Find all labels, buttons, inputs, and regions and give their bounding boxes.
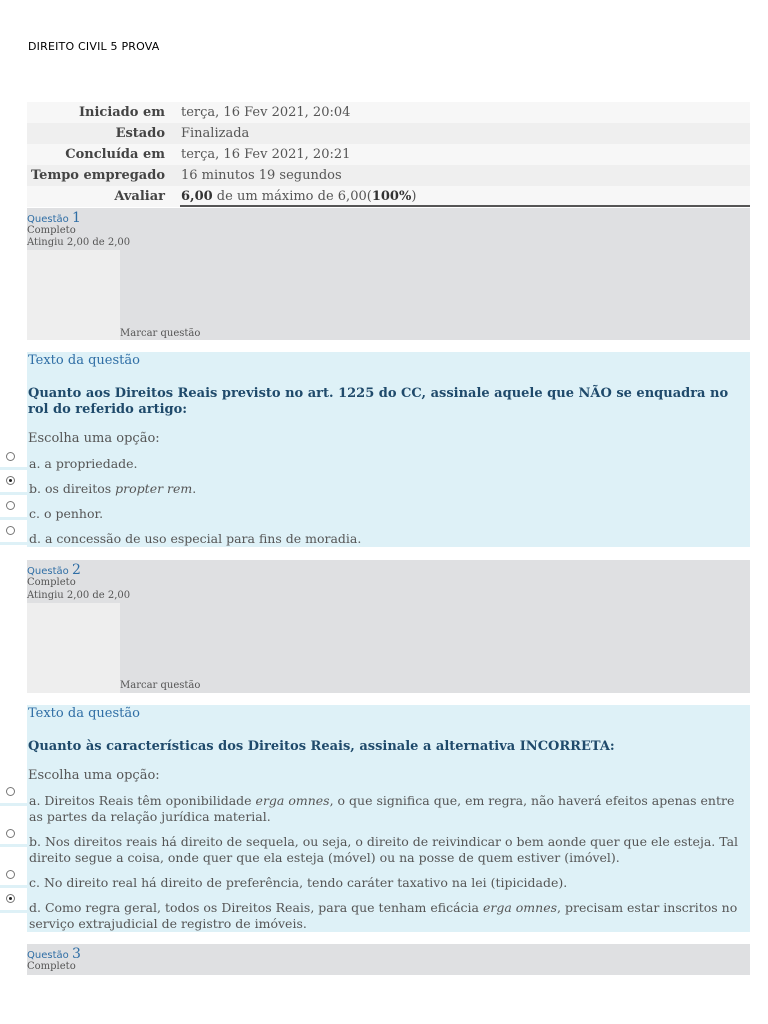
summary-value: terça, 16 Fev 2021, 20:04: [181, 105, 351, 120]
summary-key: Tempo empregado: [30, 168, 165, 183]
radio-option-d-selected[interactable]: [6, 894, 15, 903]
option-text: , precisam estar inscritos no serviço extrajudicial de registro de imóveis.: [29, 900, 738, 931]
answer-option-d[interactable]: d. a concessão de uso especial para fins de moradia.: [29, 531, 362, 546]
answer-option-a[interactable]: a. a propriedade.: [29, 456, 138, 471]
grade-percent: 100%: [371, 189, 412, 204]
question-1-info: [27, 208, 750, 340]
summary-key: Iniciado em: [78, 105, 165, 120]
option-text-italic: erga omnes: [255, 793, 330, 808]
summary-row-completed: [27, 144, 750, 165]
summary-row-grade: [27, 186, 750, 207]
grade-end: ): [411, 189, 417, 204]
grade-mid: de um máximo de 6,00(: [212, 189, 372, 204]
answer-option-a[interactable]: [29, 793, 741, 825]
radio-option-b[interactable]: [6, 829, 15, 838]
question-number-value: 2: [71, 562, 81, 578]
summary-value: [173, 189, 416, 204]
summary-row-state: [27, 123, 750, 144]
flag-area: [27, 603, 120, 693]
radio-tab: [0, 844, 27, 847]
summary-value: Finalizada: [181, 126, 250, 141]
summary-key: Concluída em: [65, 147, 165, 162]
radio-tab: [0, 910, 27, 913]
radio-tab: [0, 517, 27, 520]
choose-option-label: Escolha uma opção:: [28, 768, 160, 783]
answer-option-b[interactable]: [29, 481, 741, 497]
grade-score: 6,00: [181, 189, 213, 204]
radio-tab: [0, 542, 27, 545]
question-2-content: [27, 705, 750, 932]
summary-value: terça, 16 Fev 2021, 20:21: [181, 147, 351, 162]
question-label: Questão: [27, 214, 69, 225]
option-text: a. Direitos Reais têm oponibilidade: [29, 793, 256, 808]
radio-tab: [0, 885, 27, 888]
question-prompt: Quanto aos Direitos Reais previsto no art. 1225 do CC, assinale aquele que NÃO se enquadra no rol do referido artigo:: [28, 386, 729, 417]
question-number: [27, 210, 81, 226]
question-text-label: Texto da questão: [28, 353, 140, 368]
question-label: Questão: [27, 950, 69, 961]
summary-divider: [180, 205, 750, 207]
option-text-italic: propter rem: [115, 481, 193, 496]
question-1-content: [27, 352, 750, 547]
radio-option-c[interactable]: [6, 870, 15, 879]
radio-tab: [0, 803, 27, 806]
answer-option-d[interactable]: [29, 900, 741, 932]
attempt-summary-table: [27, 102, 750, 207]
answer-option-b[interactable]: b. Nos direitos reais há direito de sequela, ou seja, o direito de reivindicar o bem aonde quer que ele esteja. Tal direito segue a coisa, onde quer que ela esteja (móvel) ou na posse de quem estiver (imóvel).: [29, 834, 739, 865]
radio-option-b-selected[interactable]: [6, 476, 15, 485]
question-3-info: [27, 944, 750, 975]
question-text-label: Texto da questão: [28, 706, 140, 721]
question-state: Completo: [27, 225, 76, 236]
question-2-info: [27, 560, 750, 693]
question-number-value: 3: [71, 946, 81, 962]
summary-key: Estado: [115, 126, 165, 141]
option-text: b. os direitos: [29, 481, 116, 496]
question-grade: Atingiu 2,00 de 2,00: [27, 590, 131, 601]
radio-option-d[interactable]: [6, 526, 15, 535]
radio-option-a[interactable]: [6, 787, 15, 796]
document-title: DIREITO CIVIL 5 PROVA: [28, 40, 160, 53]
option-text: d. Como regra geral, todos os Direitos Reais, para que tenham eficácia: [29, 900, 483, 915]
summary-row-started: [27, 102, 750, 123]
radio-option-c[interactable]: [6, 501, 15, 510]
question-number: [27, 946, 81, 962]
flag-question-link[interactable]: Marcar questão: [120, 328, 201, 339]
question-number: [27, 562, 81, 578]
radio-option-a[interactable]: [6, 452, 15, 461]
answer-option-c[interactable]: c. o penhor.: [29, 506, 104, 521]
question-number-value: 1: [71, 210, 81, 226]
radio-tab: [0, 492, 27, 495]
summary-value: 16 minutos 19 segundos: [181, 168, 342, 183]
question-prompt: Quanto às características dos Direitos Reais, assinale a alternativa INCORRETA:: [28, 739, 615, 754]
option-text: .: [192, 481, 197, 496]
question-grade: Atingiu 2,00 de 2,00: [27, 237, 131, 248]
flag-question-link[interactable]: Marcar questão: [120, 680, 201, 691]
summary-key: Avaliar: [114, 189, 165, 204]
question-state: Completo: [27, 577, 76, 588]
radio-tab: [0, 467, 27, 470]
choose-option-label: Escolha uma opção:: [28, 431, 160, 446]
question-state: Completo: [27, 961, 76, 972]
question-label: Questão: [27, 566, 69, 577]
summary-row-time-taken: [27, 165, 750, 186]
flag-area: [27, 250, 120, 340]
option-text: , o que significa que, em regra, não haverá efeitos apenas entre as partes da relação jurídica material.: [29, 793, 735, 824]
option-text-italic: erga omnes: [482, 900, 558, 915]
answer-option-c[interactable]: c. No direito real há direito de preferência, tendo caráter taxativo na lei (tipicidade).: [29, 875, 568, 890]
